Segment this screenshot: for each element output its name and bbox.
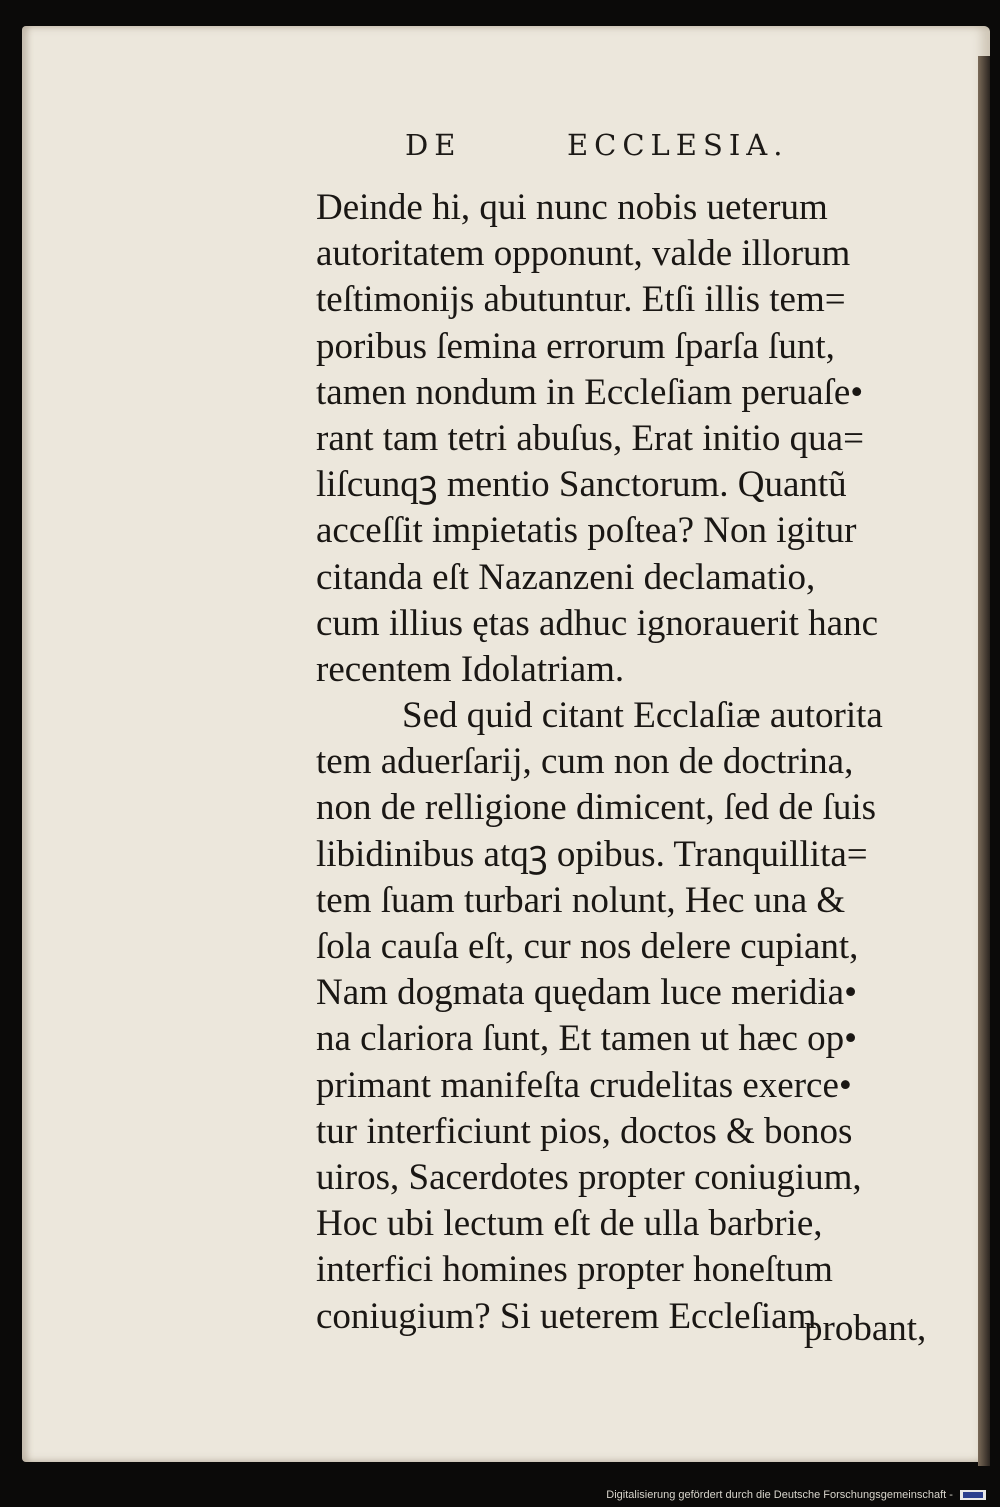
text-line: rant tam tetri abuſus, Erat initio qua= bbox=[316, 417, 864, 459]
text-line: tem ſuam turbari nolunt, Hec una & bbox=[316, 879, 846, 921]
credit-text: Digitalisierung gefördert durch die Deutsche Forschungsgemeinschaft - bbox=[606, 1489, 953, 1501]
digitization-credit bbox=[606, 1489, 986, 1501]
text-line: uiros, Sacerdotes propter coniugium, bbox=[316, 1156, 862, 1198]
text-line: ſola cauſa eſt, cur nos delere cupiant, bbox=[316, 926, 859, 967]
text-line: Deinde hi, qui nunc nobis ueterum bbox=[316, 187, 828, 228]
text-line: na clariora ſunt, Et tamen ut hæc op• bbox=[316, 1018, 858, 1060]
running-header-right: ECCLESIA. bbox=[567, 128, 789, 162]
text-line: tamen nondum in Eccleſiam peruaſe• bbox=[316, 371, 864, 413]
text-line: Hoc ubi lectum eſt de ulla barbrie, bbox=[316, 1203, 823, 1245]
text-line: cum illius ętas adhuc ignorauerit hanc bbox=[316, 602, 879, 644]
catchword: probant, bbox=[804, 1308, 927, 1349]
running-header-left: DE bbox=[405, 128, 462, 162]
text-line: liſcunqꝫ mentio Sanctorum. Quantũ bbox=[316, 464, 847, 506]
text-line: recentem Idolatriam. bbox=[316, 648, 625, 690]
text-line: poribus ſemina errorum ſparſa ſunt, bbox=[316, 325, 835, 367]
text-line: interfici homines propter honeſtum bbox=[316, 1249, 833, 1291]
paragraph-start-line: Sed quid citant Ecclaſiæ autorita bbox=[402, 695, 883, 737]
running-header bbox=[405, 128, 825, 168]
text-line: primant manifeſta crudelitas exerce• bbox=[316, 1064, 852, 1106]
page-edge bbox=[978, 56, 990, 1466]
text-line: coniugium? Si ueterem Eccleſiam bbox=[316, 1295, 817, 1337]
text-line: citanda eſt Nazanzeni declamatio, bbox=[316, 556, 816, 598]
text-line: teſtimonijs abutuntur. Etſi illis tem= bbox=[316, 279, 846, 321]
body-text bbox=[316, 185, 956, 1340]
text-line: libidinibus atqꝫ opibus. Tranquillita= bbox=[316, 833, 868, 875]
text-line: non de relligione dimicent, ſed de ſuis bbox=[316, 787, 877, 829]
text-line: acceſſit impietatis poſtea? Non igitur bbox=[316, 510, 857, 552]
text-line: autoritatem opponunt, valde illorum bbox=[316, 233, 851, 275]
text-line: Nam dogmata quędam luce meridia• bbox=[316, 972, 858, 1014]
dfg-logo bbox=[960, 1490, 986, 1500]
text-line: tur interficiunt pios, doctos & bonos bbox=[316, 1110, 853, 1152]
text-line: tem aduerſarij, cum non de doctrina, bbox=[316, 741, 854, 783]
